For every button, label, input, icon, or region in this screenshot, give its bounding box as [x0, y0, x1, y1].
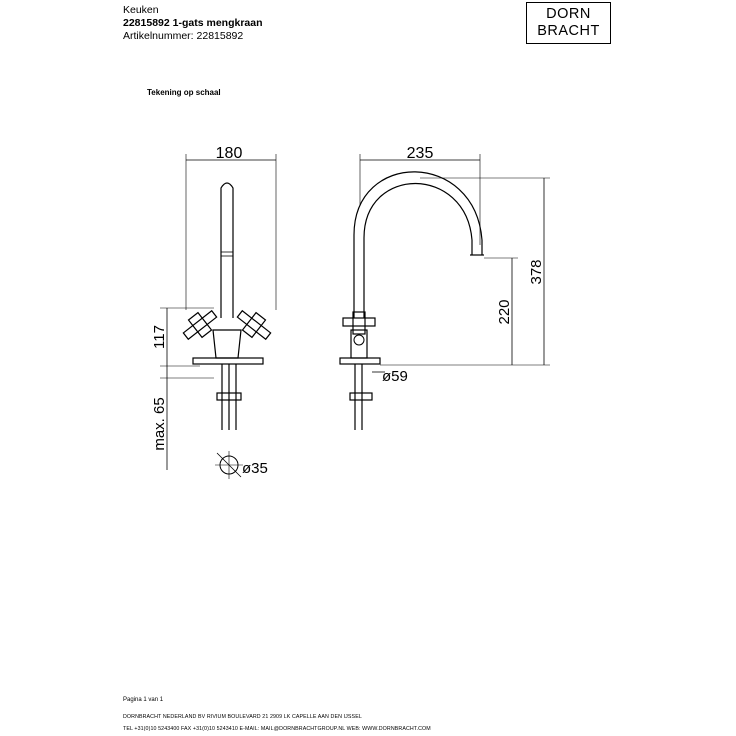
product-title: 22815892 1-gats mengkraan — [123, 17, 263, 29]
right-cross-handle — [233, 305, 275, 345]
left-cross-handle — [179, 305, 221, 345]
article-number: Artikelnummer: 22815892 — [123, 30, 244, 42]
dim-label-base-diameter: ø59 — [382, 368, 408, 385]
front-view — [151, 145, 276, 479]
base-plate — [193, 358, 263, 364]
page-number: Pagina 1 van 1 — [123, 697, 164, 703]
dim-label-reach: 235 — [406, 145, 434, 162]
dim-label-width: 180 — [215, 145, 243, 162]
side-base-plate — [340, 358, 380, 364]
footer-address: DORNBRACHT NEDERLAND BV RIVIUM BOULEVARD 21 2909 LK CAPELLE AAN DEN IJSSEL — [123, 714, 362, 720]
dim-label-spout-height: 220 — [496, 299, 513, 325]
gooseneck-inner — [364, 183, 472, 318]
dim-label-hole-diameter: ø35 — [242, 460, 268, 477]
logo-line-1: DORN — [546, 6, 591, 22]
drawing-subtitle: Tekening op schaal — [147, 88, 221, 97]
side-mounting-nut — [350, 393, 372, 400]
dim-label-handle-height: 117 — [151, 325, 168, 349]
gooseneck-outer — [354, 172, 482, 318]
dim-label-total-height: 378 — [528, 259, 545, 285]
footer-contact: TEL +31(0)10 5243400 FAX +31(0)10 5243410 E-MAIL: MAIL@DORNBRACHTGROUP.NL WEB: WWW.DORNBRACHT.COM — [123, 726, 431, 732]
dim-label-max-thickness: max. 65 — [151, 397, 168, 451]
side-view — [340, 145, 550, 430]
product-category: Keuken — [123, 4, 159, 16]
tap-body — [213, 330, 241, 358]
side-cross-handle — [343, 312, 375, 345]
spout-body — [221, 183, 233, 318]
logo-line-2: BRACHT — [537, 23, 600, 39]
